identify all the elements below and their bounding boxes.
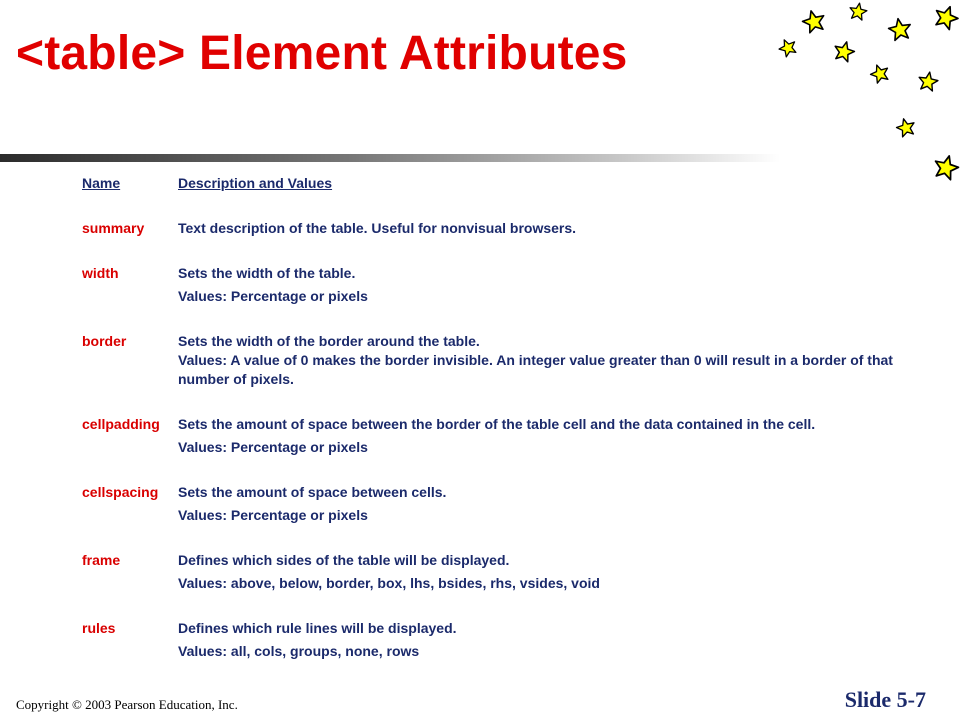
- attributes-table: [82, 174, 942, 661]
- copyright-notice: Copyright © 2003 Pearson Education, Inc.: [16, 697, 238, 712]
- attribute-description: Sets the width of the border around the table.: [178, 333, 480, 349]
- star-icon: [917, 71, 939, 92]
- attribute-description: Sets the width of the table.: [178, 265, 356, 281]
- attribute-values: Values: all, cols, groups, none, rows: [178, 643, 420, 659]
- table-row: [82, 619, 942, 661]
- attribute-description: Sets the amount of space between the border of the table cell and the data contained in the cell.: [178, 416, 816, 432]
- slide-title: <table> Element Attributes: [16, 27, 628, 80]
- attribute-name: summary: [82, 220, 145, 236]
- table-row: [82, 415, 942, 457]
- header-name: Name: [82, 175, 121, 191]
- decorative-stars: [770, 0, 960, 200]
- attribute-description: Defines which sides of the table will be displayed.: [178, 552, 510, 568]
- attribute-values: Values: above, below, border, box, lhs, bsides, rhs, vsides, void: [178, 575, 600, 591]
- star-icon: [800, 8, 826, 34]
- table-row: [82, 483, 942, 525]
- table-row: [82, 332, 942, 389]
- star-icon: [868, 62, 891, 84]
- table-row: [82, 219, 942, 238]
- table-row: [82, 264, 942, 306]
- attribute-values: Values: Percentage or pixels: [178, 507, 368, 523]
- attribute-values: Values: Percentage or pixels: [178, 439, 368, 455]
- star-icon: [848, 2, 868, 21]
- star-icon: [776, 36, 798, 58]
- star-icon: [932, 3, 960, 31]
- attribute-name: rules: [82, 620, 116, 636]
- attribute-name: cellpadding: [82, 416, 160, 432]
- star-icon: [832, 39, 856, 63]
- star-icon: [887, 17, 912, 41]
- title-divider: [0, 154, 780, 162]
- attribute-values: Values: A value of 0 makes the border invisible. An integer value greater than 0 will result in a border of that number of pixels.: [178, 352, 893, 387]
- table-row: [82, 551, 942, 593]
- attribute-name: frame: [82, 552, 121, 568]
- star-icon: [895, 116, 917, 137]
- attribute-name: cellspacing: [82, 484, 159, 500]
- attribute-description: Text description of the table. Useful for nonvisual browsers.: [178, 220, 577, 236]
- table-header: [82, 174, 942, 193]
- slide-number: Slide 5-7: [844, 687, 926, 712]
- attribute-description: Defines which rule lines will be displayed.: [178, 620, 457, 636]
- attribute-name: border: [82, 333, 127, 349]
- header-description: Description and Values: [178, 175, 333, 191]
- attribute-values: Values: Percentage or pixels: [178, 288, 368, 304]
- attribute-description: Sets the amount of space between cells.: [178, 484, 447, 500]
- attribute-name: width: [82, 265, 119, 281]
